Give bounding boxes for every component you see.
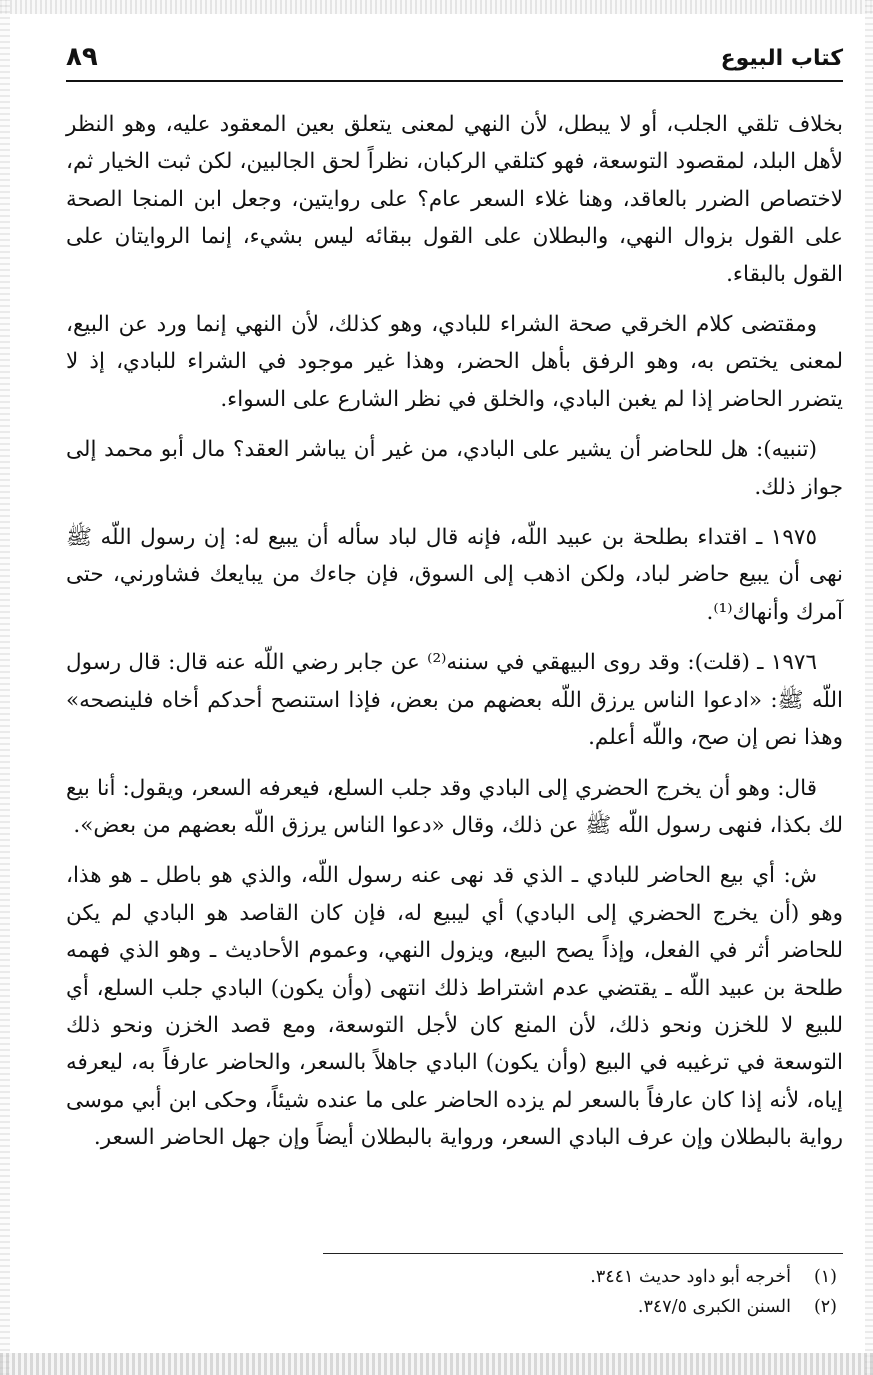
scan-edge-left xyxy=(0,0,10,1375)
paragraph-1975: ١٩٧٥ ـ اقتداء بطلحة بن عبيد اللّه، فإنه قال لباد سأله أن يبيع له: إن رسول اللّه ﷺ نهى أن يبيع حاضر لباد، ولكن اذهب إلى السوق، فإن جاءك من يبايعك فشاورني، حتى آمرك وأنهاك⁽¹⁾. xyxy=(66,525,843,625)
page-number: ٨٩ xyxy=(66,42,98,72)
scan-edge-top xyxy=(0,0,873,14)
paragraph-1: بخلاف تلقي الجلب، أو لا يبطل، لأن النهي لمعنى يتعلق بعين المعقود عليه، وهو النظر لأهل البلد، لمقصود التوسعة، فهو كتلقي الركبان، نظراً لحق الجالبين، لكن ثبت الخيار ثم، لاختصاص الضرر بالعاقد، وهنا غلاء السعر عام؟ على روايتين، وجعل ابن المنجا الصحة على القول بزوال النهي، والبطلان على القول ببقائه ليس بشيء، إنما الروايتان على القول بالبقاء. xyxy=(66,112,843,287)
running-title: كتاب البيوع xyxy=(720,46,843,71)
scan-edge-bottom xyxy=(0,1353,873,1375)
footnote-1 xyxy=(66,1262,837,1292)
paragraph-2: ومقتضى كلام الخرقي صحة الشراء للبادي، وهو كذلك، لأن النهي إنما ورد عن البيع، لمعنى يختص به، وهو الرفق بأهل الحضر، وهذا غير موجود في الشراء للبادي، إذ لا يتضرر الحاضر إذا لم يغبن البادي، والخلق في نظر الشارع على السواء. xyxy=(66,312,843,412)
scan-edge-right xyxy=(865,0,873,1375)
paragraph-1976: ١٩٧٦ ـ (قلت): وقد روى البيهقي في سننه⁽²⁾ عن جابر رضي اللّه عنه قال: قال رسول اللّه ﷺ: «ادعوا الناس يرزق اللّه بعضهم من بعض، فإذا استنصح أحدكم أخاه فلينصحه» وهذا نص إن صح، واللّه أعلم. xyxy=(66,650,843,751)
page-header xyxy=(66,40,843,82)
footnote-text: السنن الكبرى ٣٤٧/٥. xyxy=(637,1297,791,1317)
footnote-2 xyxy=(66,1292,837,1322)
body-text xyxy=(66,106,843,1170)
footnote-separator xyxy=(323,1253,843,1254)
footnote-number: (٢) xyxy=(813,1297,837,1317)
paragraph-3: (تنبيه): هل للحاضر أن يشير على البادي، من غير أن يباشر العقد؟ مال أبو محمد إلى جواز ذلك. xyxy=(66,437,843,500)
paragraph-sharh: ش: أي بيع الحاضر للبادي ـ الذي قد نهى عنه رسول اللّه، والذي هو باطل ـ هو هذا، وهو (أن يخرج الحضري إلى البادي) أي ليبيع له، فإن كان القاصد هو البادي لم يكن للحاضر أثر في الفعل، وإذاً يصح البيع، ويزول النهي، وعموم الأحاديث ـ وهو الذي فهمه طلحة بن عبيد اللّه ـ يقتضي عدم اشتراط ذلك انتهى (وأن يكون) البادي جلب السلع، أي للبيع لا للخزن ونحو ذلك، لأن المنع كان لأجل التوسعة، ومع قصد الخزن ونحو ذلك التوسعة في ترغيبه في البيع (وأن يكون) البادي جاهلاً بالسعر، والحاضر عارفاً به، ليعرفه إياه، لأنه إذا كان عارفاً بالسعر لم يزده الحاضر على ما عنده شيئاً، وحكى ابن أبي موسى رواية بالبطلان وإن عرف البادي السعر، ورواية بالبطلان أيضاً وإن جهل الحاضر السعر. xyxy=(66,863,843,1151)
footnote-number: (١) xyxy=(813,1267,837,1287)
footnote-text: أخرجه أبو داود حديث ٣٤٤١. xyxy=(590,1267,791,1287)
paragraph-matn: قال: وهو أن يخرج الحضري إلى البادي وقد جلب السلع، فيعرفه السعر، ويقول: أنا بيع لك بكذا، فنهى رسول اللّه ﷺ عن ذلك، وقال «دعوا الناس يرزق اللّه بعضهم من بعض». xyxy=(66,775,843,838)
footnotes xyxy=(66,1262,837,1322)
